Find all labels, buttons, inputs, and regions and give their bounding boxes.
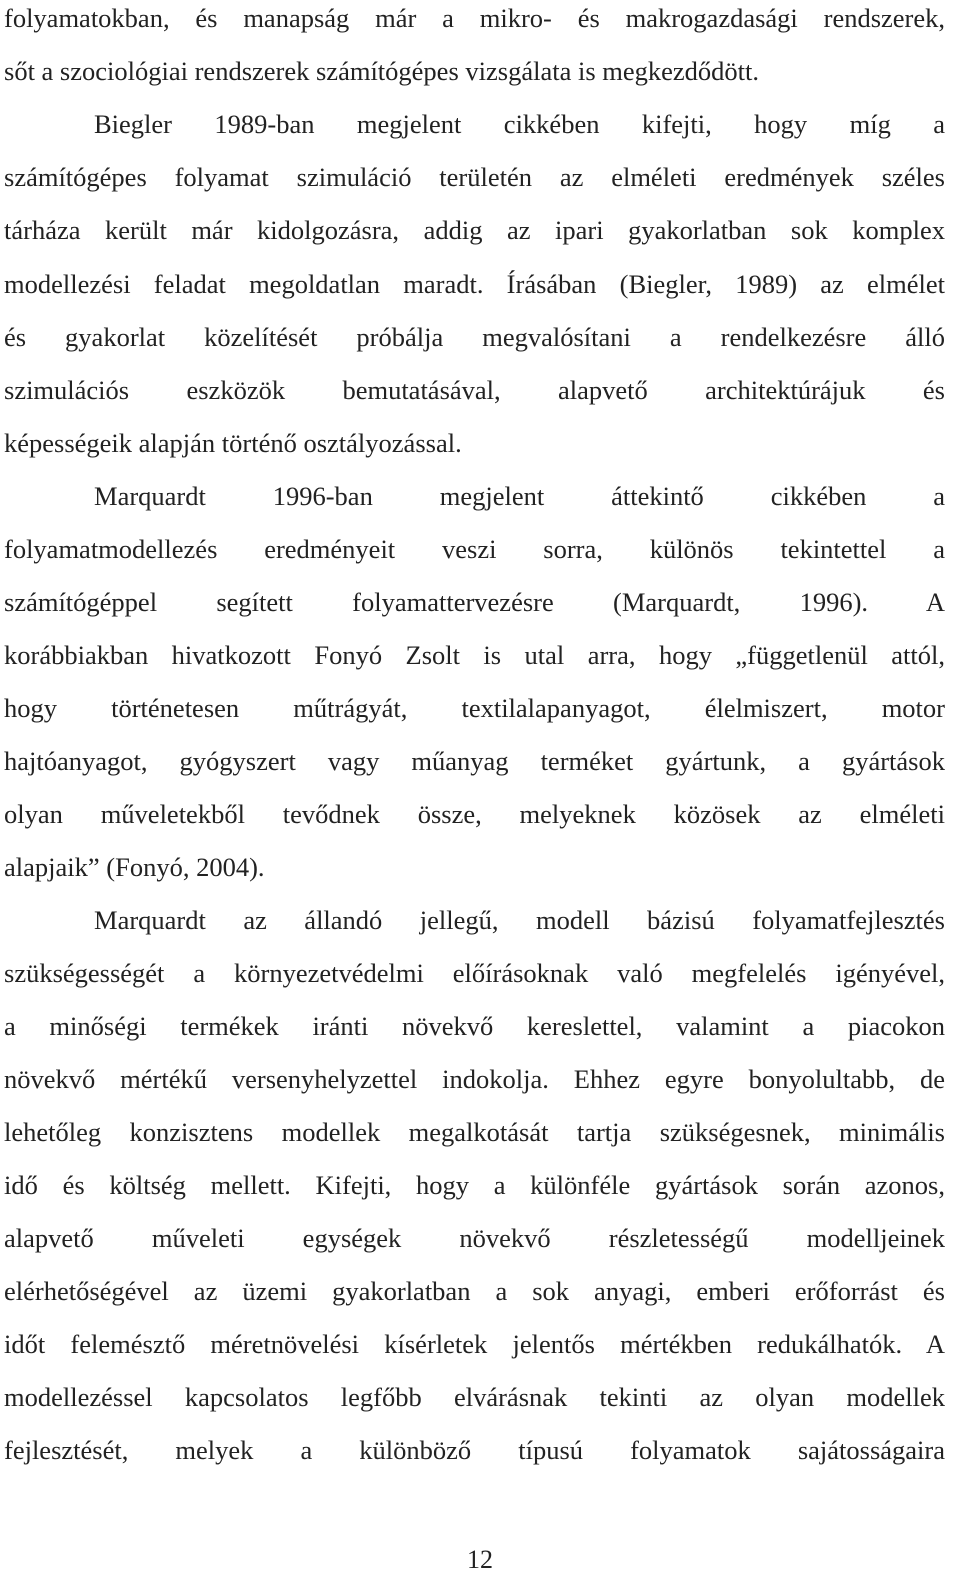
text-line-5: tárháza került már kidolgozásra, addig az ipari gyakorlatban sok komplex <box>4 215 945 245</box>
text-line-19: szükségességét a környezetvédelmi előírásoknak való megfelelés igényével, <box>4 958 945 988</box>
text-line-28: fejlesztését, melyek a különböző típusú folyamatok sajátosságaira <box>4 1435 945 1465</box>
text-line-14: hogy történetesen műtrágyát, textilalapanyagot, élelmiszert, motor <box>4 693 945 723</box>
text-line-23: idő és költség mellett. Kifejti, hogy a különféle gyártások során azonos, <box>4 1170 945 1200</box>
text-line-25: elérhetőségével az üzemi gyakorlatban a sok anyagi, emberi erőforrást és <box>4 1276 945 1306</box>
text-line-17: alapjaik” (Fonyó, 2004). <box>4 852 265 882</box>
text-line-13: korábbiakban hivatkozott Fonyó Zsolt is utal arra, hogy „függetlenül attól, <box>4 640 945 670</box>
text-line-18: Marquardt az állandó jellegű, modell bázisú folyamatfejlesztés <box>94 905 945 935</box>
text-line-16: olyan műveletekből tevődnek össze, melyeknek közösek az elméleti <box>4 799 945 829</box>
text-line-7: és gyakorlat közelítését próbálja megvalósítani a rendelkezésre álló <box>4 322 945 352</box>
text-line-27: modellezéssel kapcsolatos legfőbb elvárásnak tekinti az olyan modellek <box>4 1382 945 1412</box>
text-line-1: folyamatokban, és manapság már a mikro- és makrogazdasági rendszerek, <box>4 3 945 33</box>
text-line-9: képességeik alapján történő osztályozással. <box>4 428 462 458</box>
text-line-26: időt felemésztő méretnövelési kísérletek jelentős mértékben redukálhatók. A <box>4 1329 945 1359</box>
text-line-15: hajtóanyagot, gyógyszert vagy műanyag terméket gyártunk, a gyártások <box>4 746 945 776</box>
text-line-20: a minőségi termékek iránti növekvő kereslettel, valamint a piacokon <box>4 1011 945 1041</box>
text-line-6: modellezési feladat megoldatlan maradt. Írásában (Biegler, 1989) az elmélet <box>4 269 945 299</box>
text-line-12: számítógéppel segített folyamattervezésre (Marquardt, 1996). A <box>4 587 945 617</box>
text-line-10: Marquardt 1996-ban megjelent áttekintő cikkében a <box>94 481 945 511</box>
text-line-4: számítógépes folyamat szimuláció területén az elméleti eredmények széles <box>4 162 945 192</box>
text-line-11: folyamatmodellezés eredményeit veszi sorra, különös tekintettel a <box>4 534 945 564</box>
text-line-22: lehetőleg konzisztens modellek megalkotását tartja szükségesnek, minimális <box>4 1117 945 1147</box>
text-line-21: növekvő mértékű versenyhelyzettel indokolja. Ehhez egyre bonyolultabb, de <box>4 1064 945 1094</box>
page-number: 12 <box>467 1545 493 1574</box>
text-line-3: Biegler 1989-ban megjelent cikkében kifejti, hogy míg a <box>94 109 945 139</box>
text-line-24: alapvető műveleti egységek növekvő részletességű modelljeinek <box>4 1223 945 1253</box>
text-line-2: sőt a szociológiai rendszerek számítógépes vizsgálata is megkezdődött. <box>4 56 760 86</box>
text-line-8: szimulációs eszközök bemutatásával, alapvető architektúrájuk és <box>4 375 945 405</box>
